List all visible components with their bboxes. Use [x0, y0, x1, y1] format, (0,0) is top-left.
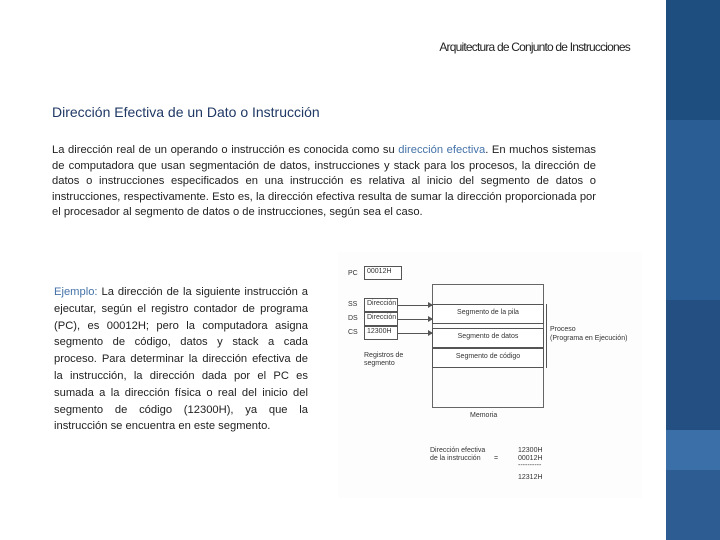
process-sublabel: (Programa en Ejecución)	[550, 335, 628, 342]
ds-register: Dirección	[364, 312, 398, 326]
equals-sign: =	[494, 455, 499, 462]
body-paragraph	[52, 143, 596, 221]
process-bracket	[546, 304, 547, 368]
ds-label: DS	[348, 315, 358, 322]
sidebar-block	[666, 120, 720, 300]
sidebar-block	[666, 470, 720, 540]
process-label: Proceso	[550, 326, 576, 333]
memory-label: Memoria	[470, 412, 498, 419]
decorative-sidebar	[666, 0, 720, 540]
example-paragraph	[54, 284, 308, 435]
sum-line: ----------	[518, 462, 542, 469]
data-segment: Segmento de datos	[432, 328, 544, 348]
cs-label: CS	[348, 329, 358, 336]
registers-caption: Registros de segmento	[364, 352, 404, 367]
paragraph-highlight: dirección efectiva	[398, 144, 486, 156]
example-label: Ejemplo:	[54, 286, 98, 298]
ss-register: Dirección	[364, 298, 398, 312]
pc-register: 00012H	[364, 266, 402, 280]
memory-segmentation-figure	[338, 252, 642, 498]
ss-label: SS	[348, 301, 358, 308]
example-text: La dirección de la siguiente instrucción a ejecutar, según el registro contador de programa (PC), es 00012H; pero la computadora asigna segmento de código, datos y stack a cada proceso. Para determinar la dirección efectiva de la instrucción, la dirección dada por el PC es sumada a la dirección física o real del inicio del segmento de código (12300H), ya que la instrucción se encuentra en este segmento.	[54, 286, 308, 433]
header-title: Arquitectura de Conjunto de Instrucciones	[439, 40, 630, 54]
code-segment: Segmento de código	[432, 348, 544, 368]
effective-label-2: de la instrucción	[430, 455, 481, 462]
stack-segment: Segmento de la pila	[432, 304, 544, 324]
sidebar-block	[666, 300, 720, 430]
arrow-ss	[398, 305, 432, 306]
sidebar-block	[666, 430, 720, 470]
pc-label: PC	[348, 270, 358, 277]
sidebar-block	[666, 0, 720, 120]
effective-label-1: Dirección efectiva	[430, 447, 486, 454]
sum-result: 12312H	[518, 474, 543, 481]
cs-register: 12300H	[364, 326, 398, 340]
paragraph-end: . En muchos sistemas de computadora que usan segmentación de datos, instrucciones y stack para los procesos, la dirección de datos o instrucciones especificados en una instrucción es relativa al inicio del segmento de datos o instrucciones, respectivamente. Esto es, la dirección efectiva resulta de sumar la dirección proporcionada por el procesador al segmento de datos o de instrucciones, según sea el caso.	[52, 144, 597, 218]
sum-operand-b: 00012H	[518, 455, 543, 462]
arrow-ds	[398, 319, 432, 320]
section-title: Dirección Efectiva de un Dato o Instrucción	[52, 104, 320, 120]
paragraph-start: La dirección real de un operando o instrucción es conocida como su	[52, 144, 399, 156]
sum-operand-a: 12300H	[518, 447, 543, 454]
arrow-cs	[398, 333, 432, 334]
